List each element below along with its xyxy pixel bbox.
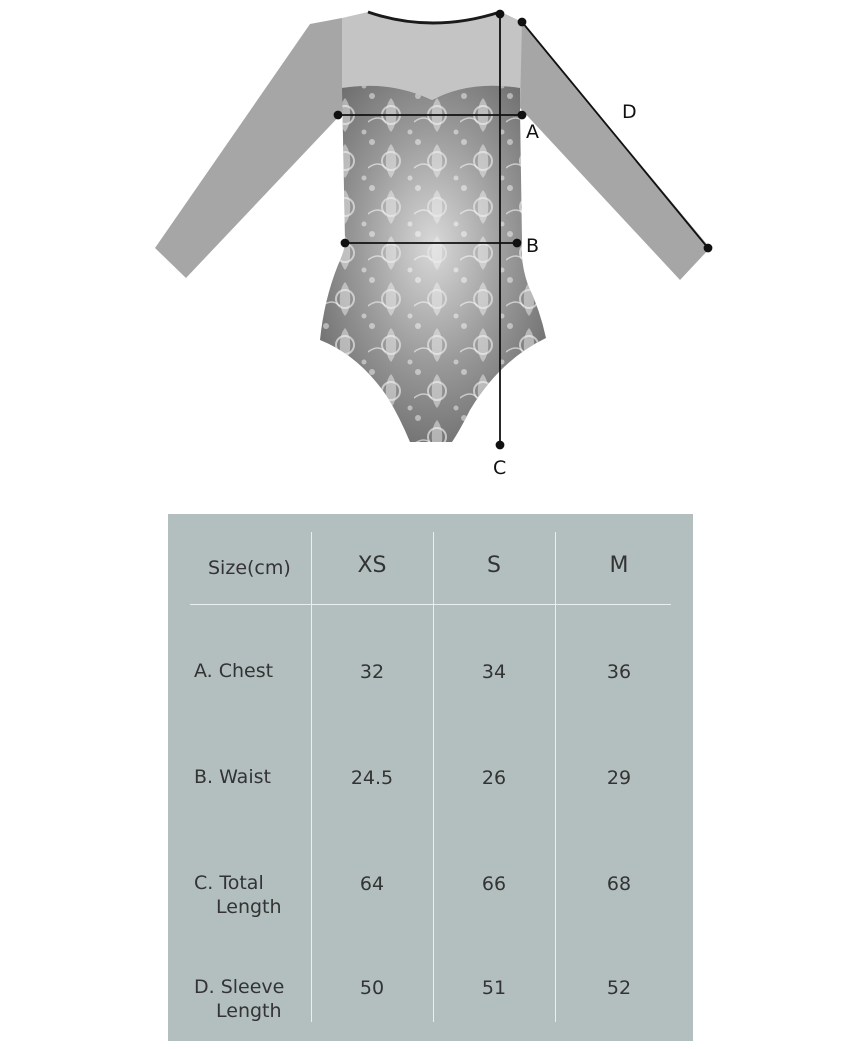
label-d: D: [622, 101, 637, 123]
garment-diagram: [0, 0, 860, 500]
table-cell: 66: [481, 873, 507, 895]
header-divider: [190, 604, 671, 605]
row-label-chest: [194, 659, 324, 683]
row-label-line1: B. Waist: [194, 766, 271, 788]
table-cell: 68: [606, 873, 632, 895]
row-label-line1: D. Sleeve: [194, 976, 285, 998]
label-a: A: [526, 121, 539, 143]
table-cell: 51: [481, 977, 507, 999]
table-cell: 34: [481, 661, 507, 683]
table-cell: 29: [606, 767, 632, 789]
row-label-line1: C. Total: [194, 872, 264, 894]
header-size-s: S: [487, 553, 501, 578]
row-label-line2: Length: [216, 1000, 282, 1022]
label-c: C: [493, 457, 507, 479]
size-table: [168, 514, 693, 1041]
header-size-xs: XS: [357, 553, 387, 578]
header-size-label: Size(cm): [208, 557, 291, 579]
table-cell: 50: [359, 977, 385, 999]
table-cell: 64: [359, 873, 385, 895]
label-b: B: [526, 235, 540, 257]
row-label-waist: [194, 765, 324, 789]
table-cell: 52: [606, 977, 632, 999]
row-label-sleeve-length: [194, 975, 324, 1023]
table-cell: 32: [359, 661, 385, 683]
header-size-m: M: [609, 553, 629, 578]
column-divider: [555, 532, 556, 1022]
left-sleeve: [155, 18, 345, 278]
table-cell: 24.5: [350, 767, 394, 789]
table-cell: 26: [481, 767, 507, 789]
row-label-line2: Length: [216, 896, 282, 918]
row-label-total-length: [194, 871, 324, 919]
row-label-line1: A. Chest: [194, 660, 274, 682]
table-cell: 36: [606, 661, 632, 683]
